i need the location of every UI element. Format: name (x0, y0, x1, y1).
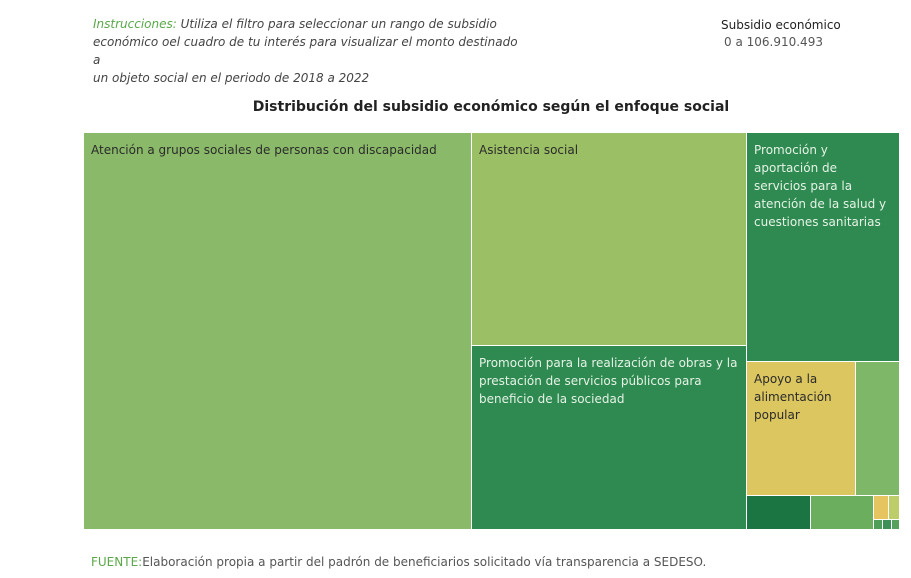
source-note (91, 555, 706, 569)
chart-title: Distribución del subsidio económico según el enfoque social (252, 99, 730, 115)
source-lead: FUENTE: (91, 555, 143, 569)
filter-title: Subsidio económico (721, 18, 841, 32)
source-text: Elaboración propia a partir del padrón de beneficiarios solicitado vía transparencia a SEDESO. (142, 555, 707, 569)
instructions-line-3: un objeto social en el periodo de 2018 a 2022 (93, 71, 370, 85)
treemap-cell[interactable] (883, 520, 892, 530)
treemap-cell[interactable] (472, 346, 747, 530)
treemap-cell[interactable] (472, 133, 747, 346)
treemap-cell[interactable] (892, 520, 900, 530)
treemap-cell[interactable] (811, 496, 874, 530)
treemap-cell[interactable] (856, 362, 900, 496)
treemap-cell[interactable] (747, 133, 900, 362)
treemap-cell[interactable] (747, 362, 856, 496)
treemap-cell-label: Asistencia social (479, 143, 579, 157)
treemap-cell-label: Apoyo a la alimentación popular (754, 372, 832, 422)
treemap-cell[interactable] (889, 496, 900, 520)
treemap-chart (84, 133, 900, 530)
treemap-cell[interactable] (84, 133, 472, 530)
subsidy-range-filter[interactable] (721, 17, 841, 51)
treemap-cell-label: Promoción y aportación de servicios para la atención de la salud y cuestiones sanitarias (754, 143, 887, 229)
treemap-cell-label: Promoción para la realización de obras y la prestación de servicios públicos para beneficio de la sociedad (479, 356, 738, 406)
instructions-lead: Instrucciones: (93, 17, 177, 31)
filter-range-value[interactable]: 0 a 106.910.493 (724, 35, 823, 49)
treemap-cell[interactable] (874, 520, 883, 530)
treemap-cell[interactable] (747, 496, 811, 530)
treemap-cell-label: Atención a grupos sociales de personas con discapacidad (91, 143, 437, 157)
treemap-cell[interactable] (874, 496, 889, 520)
instructions-text (93, 15, 523, 87)
instructions-line-2: económico oel cuadro de tu interés para visualizar el monto destinado a (93, 35, 518, 67)
instructions-line-1: Utiliza el filtro para seleccionar un rango de subsidio (176, 17, 497, 31)
